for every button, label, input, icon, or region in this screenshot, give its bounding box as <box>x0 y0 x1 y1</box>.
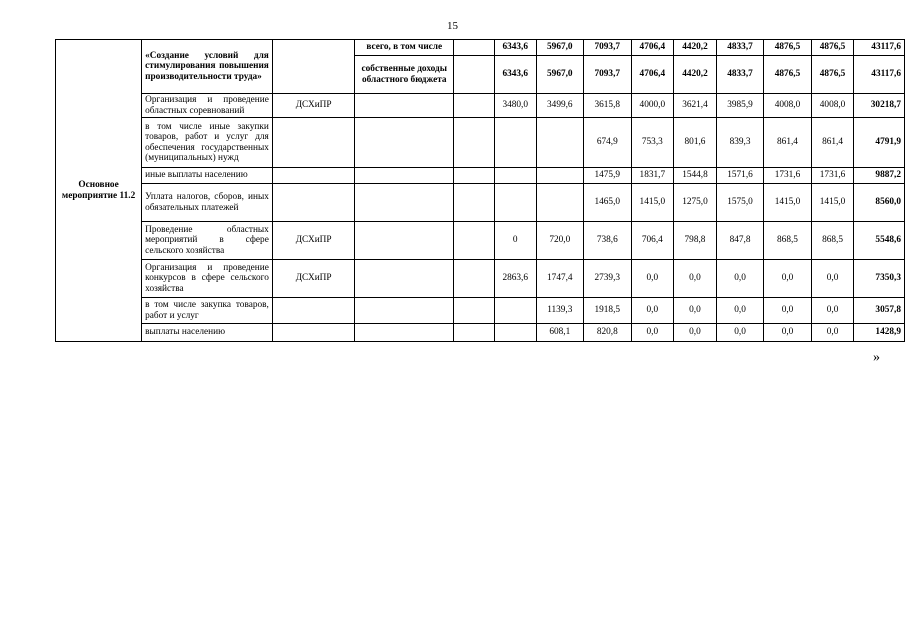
item-description: в том числе иные закупки товаров, работ и услуг для обеспечения государственных (муниципальных) нужд <box>142 118 273 168</box>
funding-source <box>355 168 454 184</box>
item-description: Проведение областных мероприятий в сфере сельского хозяйства <box>142 222 273 260</box>
year-value: 3621,4 <box>674 94 717 118</box>
page-number: 15 <box>447 20 458 32</box>
item-description: Организация и проведение областных соревнований <box>142 94 273 118</box>
item-description: в том числе закупка товаров, работ и услуг <box>142 298 273 324</box>
year-value: 4876,5 <box>811 56 854 94</box>
year-value: 0,0 <box>764 298 811 324</box>
year-value: 801,6 <box>674 118 717 168</box>
funding-source <box>355 118 454 168</box>
year-value: 706,4 <box>631 222 674 260</box>
year-value: 861,4 <box>811 118 854 168</box>
main-event-cell: Основное мероприятие 11.2 <box>56 40 142 342</box>
year-value: 1731,6 <box>764 168 811 184</box>
responsible-org: ДСХиПР <box>272 260 355 298</box>
year-value: 1731,6 <box>811 168 854 184</box>
total-value: 5548,6 <box>854 222 905 260</box>
year-value <box>494 168 536 184</box>
year-value <box>494 184 536 222</box>
funding-source: собственные доходы областного бюджета <box>355 56 454 94</box>
year-value: 3499,6 <box>536 94 583 118</box>
year-value: 0 <box>494 222 536 260</box>
table-row <box>56 184 905 222</box>
year-value: 3985,9 <box>716 94 763 118</box>
total-value: 43117,6 <box>854 40 905 56</box>
year-value: 5967,0 <box>536 56 583 94</box>
year-value: 0,0 <box>631 324 674 342</box>
year-value: 4706,4 <box>631 40 674 56</box>
funding-source <box>355 222 454 260</box>
year-value: 1415,0 <box>631 184 674 222</box>
year-value: 0,0 <box>631 260 674 298</box>
year-value <box>454 298 495 324</box>
responsible-org: ДСХиПР <box>272 222 355 260</box>
funding-source <box>355 260 454 298</box>
table-row <box>56 94 905 118</box>
year-value <box>536 118 583 168</box>
year-value: 4420,2 <box>674 56 717 94</box>
year-value: 1415,0 <box>764 184 811 222</box>
year-value: 7093,7 <box>584 40 631 56</box>
year-value: 839,3 <box>716 118 763 168</box>
total-value: 3057,8 <box>854 298 905 324</box>
table-row <box>56 298 905 324</box>
responsible-org: ДСХиПР <box>272 94 355 118</box>
year-value: 6343,6 <box>494 40 536 56</box>
year-value: 1415,0 <box>811 184 854 222</box>
year-value: 1475,9 <box>584 168 631 184</box>
year-value: 7093,7 <box>584 56 631 94</box>
closing-quote: » <box>873 350 880 365</box>
year-value: 1571,6 <box>716 168 763 184</box>
table-row <box>56 222 905 260</box>
year-value: 2863,6 <box>494 260 536 298</box>
year-value: 0,0 <box>716 260 763 298</box>
year-value: 1465,0 <box>584 184 631 222</box>
responsible-org <box>272 298 355 324</box>
responsible-org <box>272 118 355 168</box>
funding-source <box>355 94 454 118</box>
funding-source <box>355 184 454 222</box>
year-value <box>454 40 495 56</box>
year-value: 4876,5 <box>811 40 854 56</box>
year-value <box>454 118 495 168</box>
year-value: 847,8 <box>716 222 763 260</box>
budget-table <box>55 39 905 342</box>
responsible-org <box>272 168 355 184</box>
year-value: 4008,0 <box>811 94 854 118</box>
year-value: 1747,4 <box>536 260 583 298</box>
year-value <box>494 118 536 168</box>
year-value <box>454 94 495 118</box>
item-description: иные выплаты населению <box>142 168 273 184</box>
year-value: 798,8 <box>674 222 717 260</box>
total-value: 8560,0 <box>854 184 905 222</box>
year-value: 4833,7 <box>716 56 763 94</box>
year-value: 753,3 <box>631 118 674 168</box>
year-value: 861,4 <box>764 118 811 168</box>
year-value: 0,0 <box>811 324 854 342</box>
year-value: 4420,2 <box>674 40 717 56</box>
item-description: «Создание условий для стимулирования повышения производительности труда» <box>142 40 273 94</box>
table-row <box>56 260 905 298</box>
year-value: 0,0 <box>716 324 763 342</box>
year-value: 738,6 <box>584 222 631 260</box>
year-value: 2739,3 <box>584 260 631 298</box>
year-value <box>536 168 583 184</box>
year-value: 0,0 <box>811 298 854 324</box>
year-value <box>454 168 495 184</box>
year-value: 868,5 <box>811 222 854 260</box>
year-value <box>494 324 536 342</box>
year-value <box>454 324 495 342</box>
year-value: 5967,0 <box>536 40 583 56</box>
year-value: 0,0 <box>674 298 717 324</box>
funding-source <box>355 324 454 342</box>
year-value: 4706,4 <box>631 56 674 94</box>
item-description: Уплата налогов, сборов, иных обязательных платежей <box>142 184 273 222</box>
year-value: 1918,5 <box>584 298 631 324</box>
year-value: 1139,3 <box>536 298 583 324</box>
year-value: 1544,8 <box>674 168 717 184</box>
year-value <box>454 56 495 94</box>
year-value <box>454 222 495 260</box>
year-value <box>494 298 536 324</box>
year-value: 0,0 <box>811 260 854 298</box>
responsible-org <box>272 324 355 342</box>
table-row <box>56 118 905 168</box>
year-value: 0,0 <box>631 298 674 324</box>
total-value: 7350,3 <box>854 260 905 298</box>
table-row <box>56 168 905 184</box>
total-value: 43117,6 <box>854 56 905 94</box>
item-description: Организация и проведение конкурсов в сфере сельского хозяйства <box>142 260 273 298</box>
total-value: 30218,7 <box>854 94 905 118</box>
year-value <box>536 184 583 222</box>
item-description: выплаты населению <box>142 324 273 342</box>
year-value: 6343,6 <box>494 56 536 94</box>
table-row <box>56 40 905 56</box>
total-value: 1428,9 <box>854 324 905 342</box>
year-value: 4008,0 <box>764 94 811 118</box>
year-value: 3480,0 <box>494 94 536 118</box>
year-value: 4876,5 <box>764 40 811 56</box>
responsible-org <box>272 184 355 222</box>
year-value: 868,5 <box>764 222 811 260</box>
year-value: 608,1 <box>536 324 583 342</box>
year-value: 4833,7 <box>716 40 763 56</box>
year-value: 0,0 <box>764 324 811 342</box>
year-value: 720,0 <box>536 222 583 260</box>
year-value: 0,0 <box>674 260 717 298</box>
year-value: 4876,5 <box>764 56 811 94</box>
year-value: 820,8 <box>584 324 631 342</box>
year-value: 1575,0 <box>716 184 763 222</box>
year-value: 1831,7 <box>631 168 674 184</box>
year-value: 1275,0 <box>674 184 717 222</box>
year-value: 0,0 <box>674 324 717 342</box>
year-value: 0,0 <box>716 298 763 324</box>
funding-source: всего, в том числе <box>355 40 454 56</box>
table-row <box>56 324 905 342</box>
year-value <box>454 260 495 298</box>
year-value: 4000,0 <box>631 94 674 118</box>
year-value: 674,9 <box>584 118 631 168</box>
responsible-org <box>272 40 355 94</box>
year-value <box>454 184 495 222</box>
funding-source <box>355 298 454 324</box>
year-value: 0,0 <box>764 260 811 298</box>
total-value: 4791,9 <box>854 118 905 168</box>
year-value: 3615,8 <box>584 94 631 118</box>
total-value: 9887,2 <box>854 168 905 184</box>
